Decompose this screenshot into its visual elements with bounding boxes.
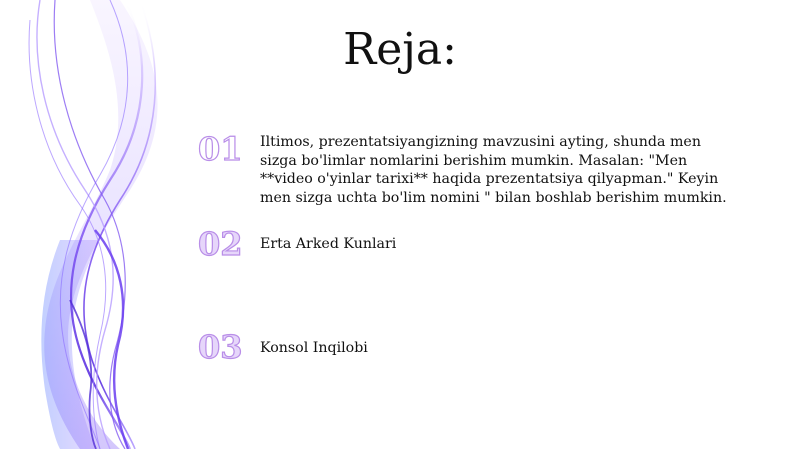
- agenda-text-2: Erta Arked Kunlari: [260, 236, 397, 252]
- agenda-number-3: 03: [198, 328, 243, 366]
- agenda-number-2: 02: [198, 225, 243, 263]
- agenda-text-1: Iltimos, prezentatsiyangizning mavzusini ayting, shunda men sizga bo'limlar nomlarini berishim mumkin. Masalan: "Men **video o'yinlar tarixi** haqida prezentatsiya qilyapman." Keyin men sizga uchta bo'lim nomini " bilan boshlab berishim mumkin.: [260, 134, 727, 206]
- agenda-text-3: Konsol Inqilobi: [260, 340, 368, 356]
- purple-smoke-ribbon-decoration: [0, 0, 200, 449]
- slide-title: Reja:: [343, 24, 457, 75]
- agenda-number-1: 01: [198, 130, 243, 168]
